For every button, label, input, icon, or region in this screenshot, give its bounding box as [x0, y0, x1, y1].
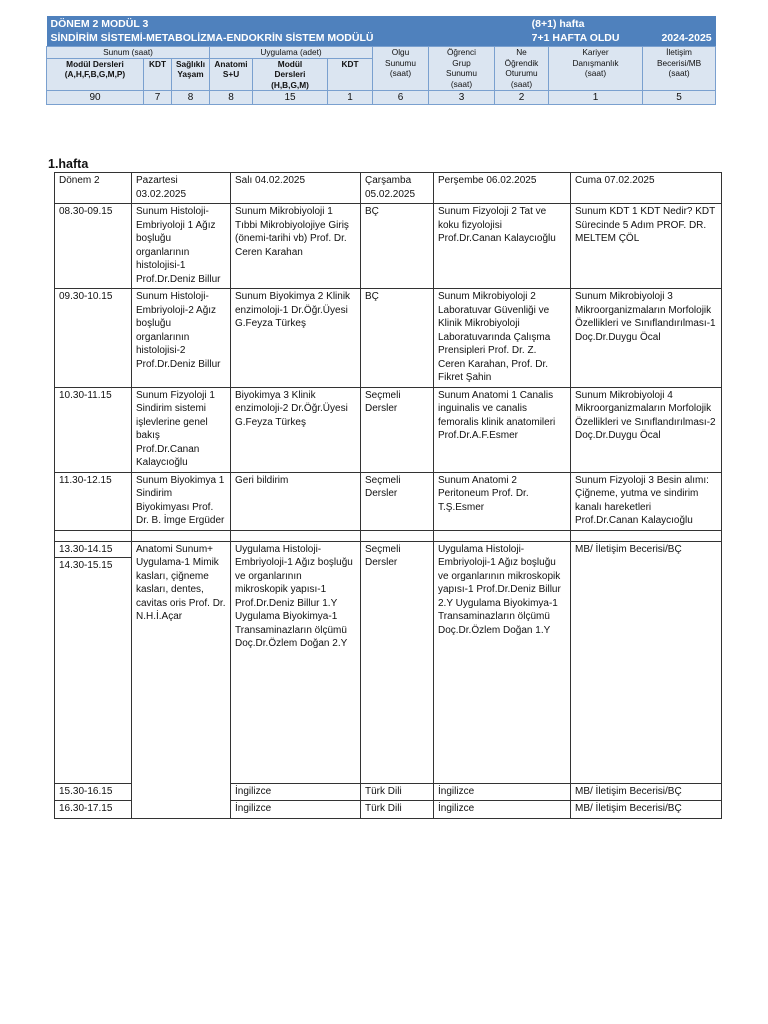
lesson-cell: Türk Dili: [361, 783, 434, 801]
time-slot-b: 14.30-15.15: [59, 560, 113, 571]
lesson-cell: Sunum Mikrobiyoloji 4 Mikroorganizmaların Morfolojik Özellikleri ve Sınıflandırılması-2 Doç.Dr.Duygu Öcal: [571, 387, 722, 472]
summary-values-row: [47, 91, 716, 105]
term-cell: Dönem 2: [55, 173, 132, 204]
lesson-cell: MB/ İletişim Becerisi/BÇ: [571, 801, 722, 819]
lesson-cell: Sunum Fizyoloji 2 Tat ve koku fizyolojisi Prof.Dr.Canan Kalaycıoğlu: [434, 204, 571, 289]
lesson-cell: Sunum Anatomi 2 Peritoneum Prof. Dr. T.Ş.Esmer: [434, 472, 571, 530]
value-cell: 8: [210, 91, 253, 105]
schedule-row: [55, 541, 722, 783]
module-header-row: [47, 16, 716, 47]
lesson-cell: İngilizce: [231, 783, 361, 801]
lesson-cell: Sunum KDT 1 KDT Nedir? KDT Sürecinde 5 Adım PROF. DR. MELTEM ÇÖL: [571, 204, 722, 289]
lesson-cell: Türk Dili: [361, 801, 434, 819]
academic-year: 2024-2025: [661, 32, 712, 44]
module-weeks: (8+1) hafta: [531, 18, 585, 30]
lesson-cell: MB/ İletişim Becerisi/BÇ: [571, 541, 722, 783]
lesson-cell: Uygulama Histoloji-Embriyoloji-1 Ağız boşluğu ve organlarının mikroskopik yapısı-1 Prof.Dr.Deniz Billur 2.Y Uygulama Biyokimya-1 Transaminazların ölçümü Doç.Dr.Özlem Doğan 1.Y: [434, 541, 571, 783]
gap-cell: [132, 530, 231, 541]
value-cell: 90: [47, 91, 144, 105]
lesson-cell: BÇ: [361, 289, 434, 388]
lesson-cell: Sunum Histoloji- Embriyoloji 1 Ağız boşluğu organlarının histolojisi-1 Prof.Dr.Deniz Billur: [132, 204, 231, 289]
lesson-cell: BÇ: [361, 204, 434, 289]
lesson-cell: Geri bildirim: [231, 472, 361, 530]
week-title: 1.hafta: [48, 157, 89, 171]
col-kariyer: Kariyer Danışmanlık (saat): [549, 47, 643, 91]
lesson-cell: Uygulama Histoloji-Embriyoloji-1 Ağız boşluğu ve organlarının mikroskopik yapısı-1 Prof.Dr.Deniz Billur 1.Y Uygulama Biyokimya-1 Transaminazların ölçümü Doç.Dr.Özlem Doğan 2.Y: [231, 541, 361, 783]
lesson-cell: İngilizce: [434, 801, 571, 819]
module-header-cell: [47, 16, 716, 47]
day-thursday: Perşembe 06.02.2025: [434, 173, 571, 204]
value-cell: 1: [549, 91, 643, 105]
lesson-cell: Sunum Mikrobiyoloji 3 Mikroorganizmaların Morfolojik Özellikleri ve Sınıflandırılması-1 Doç.Dr.Duygu Öcal: [571, 289, 722, 388]
value-cell: 3: [429, 91, 495, 105]
day-monday: Pazartesi 03.02.2025: [132, 173, 231, 204]
value-cell: 1: [328, 91, 373, 105]
lesson-cell: MB/ İletişim Becerisi/BÇ: [571, 783, 722, 801]
col-anatomi: Anatomi S+U: [210, 58, 253, 91]
value-cell: 7: [144, 91, 172, 105]
time-slot-a: 13.30-14.15: [55, 542, 131, 559]
value-cell: 5: [643, 91, 716, 105]
weekly-schedule-table: [54, 172, 722, 819]
module-summary-table: [46, 16, 716, 105]
lesson-cell: İngilizce: [231, 801, 361, 819]
lesson-cell: İngilizce: [434, 783, 571, 801]
time-slot: 11.30-12.15: [55, 472, 132, 530]
lesson-cell: Sunum Fizyoloji 3 Besin alımı: Çiğneme, yutma ve sindirim kanalı hareketleri Prof.Dr.Canan Kalaycıoğlu: [571, 472, 722, 530]
day-friday: Cuma 07.02.2025: [571, 173, 722, 204]
time-slot: 10.30-11.15: [55, 387, 132, 472]
value-cell: 15: [253, 91, 328, 105]
group-uygulama: Uygulama (adet): [210, 47, 373, 59]
lesson-cell: Sunum Mikrobiyoloji 1 Tıbbi Mikrobiyolojiye Giriş (önemi-tarihi vb) Prof. Dr. Ceren Karahan: [231, 204, 361, 289]
col-saglikli-yasam: Sağlıklı Yaşam: [172, 58, 210, 91]
schedule-row: [55, 387, 722, 472]
col-kdt-2: KDT: [328, 58, 373, 91]
value-cell: 2: [495, 91, 549, 105]
col-modul-dersleri-2: Modül Dersleri (H,B,G,M): [253, 58, 328, 91]
time-slot: 15.30-16.15: [55, 783, 132, 801]
gap-cell: [55, 530, 132, 541]
day-tuesday: Salı 04.02.2025: [231, 173, 361, 204]
value-cell: 8: [172, 91, 210, 105]
col-modul-dersleri: Modül Dersleri (A,H,F,B,G,M,P): [47, 58, 144, 91]
module-term-title: DÖNEM 2 MODÜL 3: [50, 18, 149, 30]
lesson-cell: Seçmeli Dersler: [361, 387, 434, 472]
time-slot: 09.30-10.15: [55, 289, 132, 388]
schedule-row: [55, 472, 722, 530]
gap-cell: [361, 530, 434, 541]
time-slot: 16.30-17.15: [55, 801, 132, 819]
gap-cell: [231, 530, 361, 541]
gap-cell: [571, 530, 722, 541]
lesson-cell: Seçmeli Dersler: [361, 472, 434, 530]
summary-group-row: [47, 47, 716, 59]
col-kdt: KDT: [144, 58, 172, 91]
col-iletisim: İletişim Becerisi/MB (saat): [643, 47, 716, 91]
lesson-cell: Sunum Biyokimya 1 Sindirim Biyokimyası Prof. Dr. B. İmge Ergüder: [132, 472, 231, 530]
time-slot: 08.30-09.15: [55, 204, 132, 289]
col-ogrenci-grup-sunumu: Öğrenci Grup Sunumu (saat): [429, 47, 495, 91]
schedule-header-row: [55, 173, 722, 204]
lunch-break-row: [55, 530, 722, 541]
module-name-title: SİNDİRİM SİSTEMİ-METABOLİZMA-ENDOKRİN SİSTEM MODÜLÜ: [50, 32, 374, 44]
lesson-cell: Sunum Fizyoloji 1 Sindirim sistemi işlevlerine genel bakış Prof.Dr.Canan Kalaycıoğlu: [132, 387, 231, 472]
gap-cell: [434, 530, 571, 541]
schedule-row: [55, 204, 722, 289]
col-olgu-sunumu: Olgu Sunumu (saat): [373, 47, 429, 91]
group-sunum: Sunum (saat): [47, 47, 210, 59]
lesson-cell: Sunum Histoloji- Embriyoloji-2 Ağız boşluğu organlarının histolojisi-2 Prof.Dr.Deniz Billur: [132, 289, 231, 388]
day-wednesday: Çarşamba 05.02.2025: [361, 173, 434, 204]
lesson-cell: Sunum Mikrobiyoloji 2 Laboratuvar Güvenliği ve Klinik Mikrobiyoloji Laboratuvarında Çalışma Prensipleri Prof. Dr. Z. Ceren Karahan, Prof. Dr. Fikret Şahin: [434, 289, 571, 388]
module-status: 7+1 HAFTA OLDU: [531, 32, 620, 44]
lesson-cell: Seçmeli Dersler: [361, 541, 434, 783]
lesson-cell: Sunum Biyokimya 2 Klinik enzimoloji-1 Dr.Öğr.Üyesi G.Feyza Türkeş: [231, 289, 361, 388]
lesson-cell: Anatomi Sunum+ Uygulama-1 Mimik kasları, çiğneme kasları, dentes, cavitas oris Prof. Dr. N.H.İ.Açar: [132, 541, 231, 818]
col-ne-ogrendik: Ne Öğrendik Oturumu (saat): [495, 47, 549, 91]
value-cell: 6: [373, 91, 429, 105]
lesson-cell: Sunum Anatomi 1 Canalis inguinalis ve canalis femoralis klinik anatomileri Prof.Dr.A.F.Esmer: [434, 387, 571, 472]
schedule-row: [55, 289, 722, 388]
time-slot: [55, 541, 132, 783]
lesson-cell: Biyokimya 3 Klinik enzimoloji-2 Dr.Öğr.Üyesi G.Feyza Türkeş: [231, 387, 361, 472]
